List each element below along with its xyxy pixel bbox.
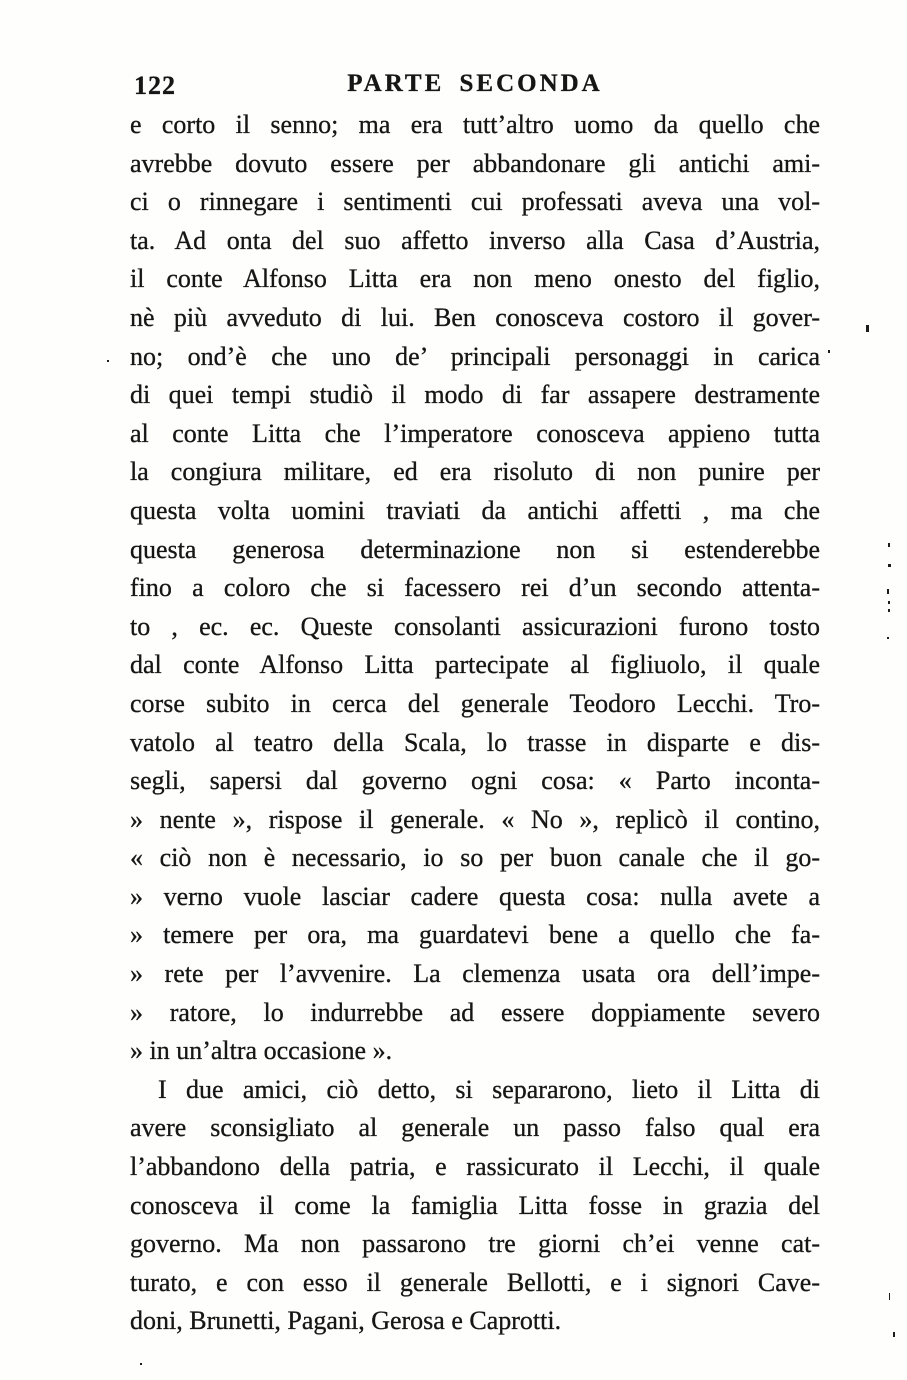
text-block (130, 106, 820, 1341)
scan-speck (889, 1293, 890, 1300)
scan-speck (828, 350, 830, 353)
text-line: » temere per ora, ma guardatevi bene a quello che fa- (130, 920, 820, 950)
scan-speck (888, 601, 890, 604)
page-number: 122 (134, 71, 176, 100)
text-line: l’abbandono della patria, e rassicurato il Lecchi, il quale (130, 1152, 820, 1182)
page-content (130, 70, 820, 1341)
scan-speck (866, 325, 869, 332)
text-line: » nente », rispose il generale. « No », replicò il contino, (130, 804, 820, 834)
text-line: doni, Brunetti, Pagani, Gerosa e Caprotti. (130, 1306, 562, 1336)
page-header (130, 70, 820, 102)
text-line: questa volta uomini traviati da antichi affetti , ma che (130, 495, 820, 525)
scan-speck (893, 1332, 895, 1337)
text-line: avrebbe dovuto essere per abbandonare gli antichi ami- (130, 148, 820, 178)
text-line: di quei tempi studiò il modo di far assapere destramente (130, 380, 820, 410)
scan-speck (888, 543, 890, 547)
text-line: e corto il senno; ma era tutt’altro uomo da quello che (130, 110, 820, 139)
text-line: al conte Litta che l’imperatore conosceva appieno tutta (130, 418, 820, 448)
text-line: I due amici, ciò detto, si separarono, lieto il Litta di (158, 1074, 820, 1104)
text-line: governo. Ma non passarono tre giorni ch’ei venne cat- (130, 1229, 820, 1259)
text-line: ci o rinnegare i sentimenti cui professati aveva una vol- (130, 187, 820, 217)
scan-speck (888, 609, 890, 612)
text-line: to , ec. ec. Queste consolanti assicurazioni furono tosto (130, 611, 820, 641)
text-line: dal conte Alfonso Litta partecipate al figliuolo, il quale (130, 650, 820, 680)
text-line: no; ond’è che uno de’ principali personaggi in carica (130, 341, 820, 371)
text-line: il conte Alfonso Litta era non meno onesto del figlio, (130, 264, 820, 294)
scan-speck (887, 589, 889, 594)
scan-speck (107, 360, 109, 362)
text-line: turato, e con esso il generale Bellotti, e i signori Cave- (130, 1267, 820, 1297)
text-line: vatolo al teatro della Scala, lo trasse in disparte e dis- (130, 727, 820, 757)
text-line: la congiura militare, ed era risoluto di non punire per (130, 457, 820, 487)
text-line: » ratore, lo indurrebbe ad essere doppiamente severo (130, 997, 820, 1027)
text-line: conosceva il come la famiglia Litta fosse in grazia del (130, 1190, 820, 1220)
text-line: corse subito in cerca del generale Teodoro Lecchi. Tro- (130, 688, 820, 718)
running-title: PARTE SECONDA (347, 70, 603, 97)
text-line: questa generosa determinazione non si estenderebbe (130, 534, 820, 564)
text-line: ta. Ad onta del suo affetto inverso alla Casa d’Austria, (130, 225, 820, 255)
text-line: avere sconsigliato al generale un passo falso qual era (130, 1113, 820, 1143)
text-line: « ciò non è necessario, io so per buon canale che il go- (130, 843, 820, 873)
scan-speck (887, 637, 889, 639)
text-line: » verno vuole lasciar cadere questa cosa: nulla avete a (130, 881, 820, 911)
scan-speck (888, 564, 891, 567)
text-line: » in un’altra occasione ». (130, 1036, 393, 1066)
text-line: segli, sapersi dal governo ogni cosa: « Parto inconta- (130, 766, 820, 796)
text-line: nè più avveduto di lui. Ben conosceva costoro il gover- (130, 302, 820, 332)
text-line: fino a coloro che si facessero rei d’un secondo attenta- (130, 573, 820, 603)
scan-speck (140, 1363, 142, 1365)
text-line: » rete per l’avvenire. La clemenza usata ora dell’impe- (130, 959, 820, 989)
